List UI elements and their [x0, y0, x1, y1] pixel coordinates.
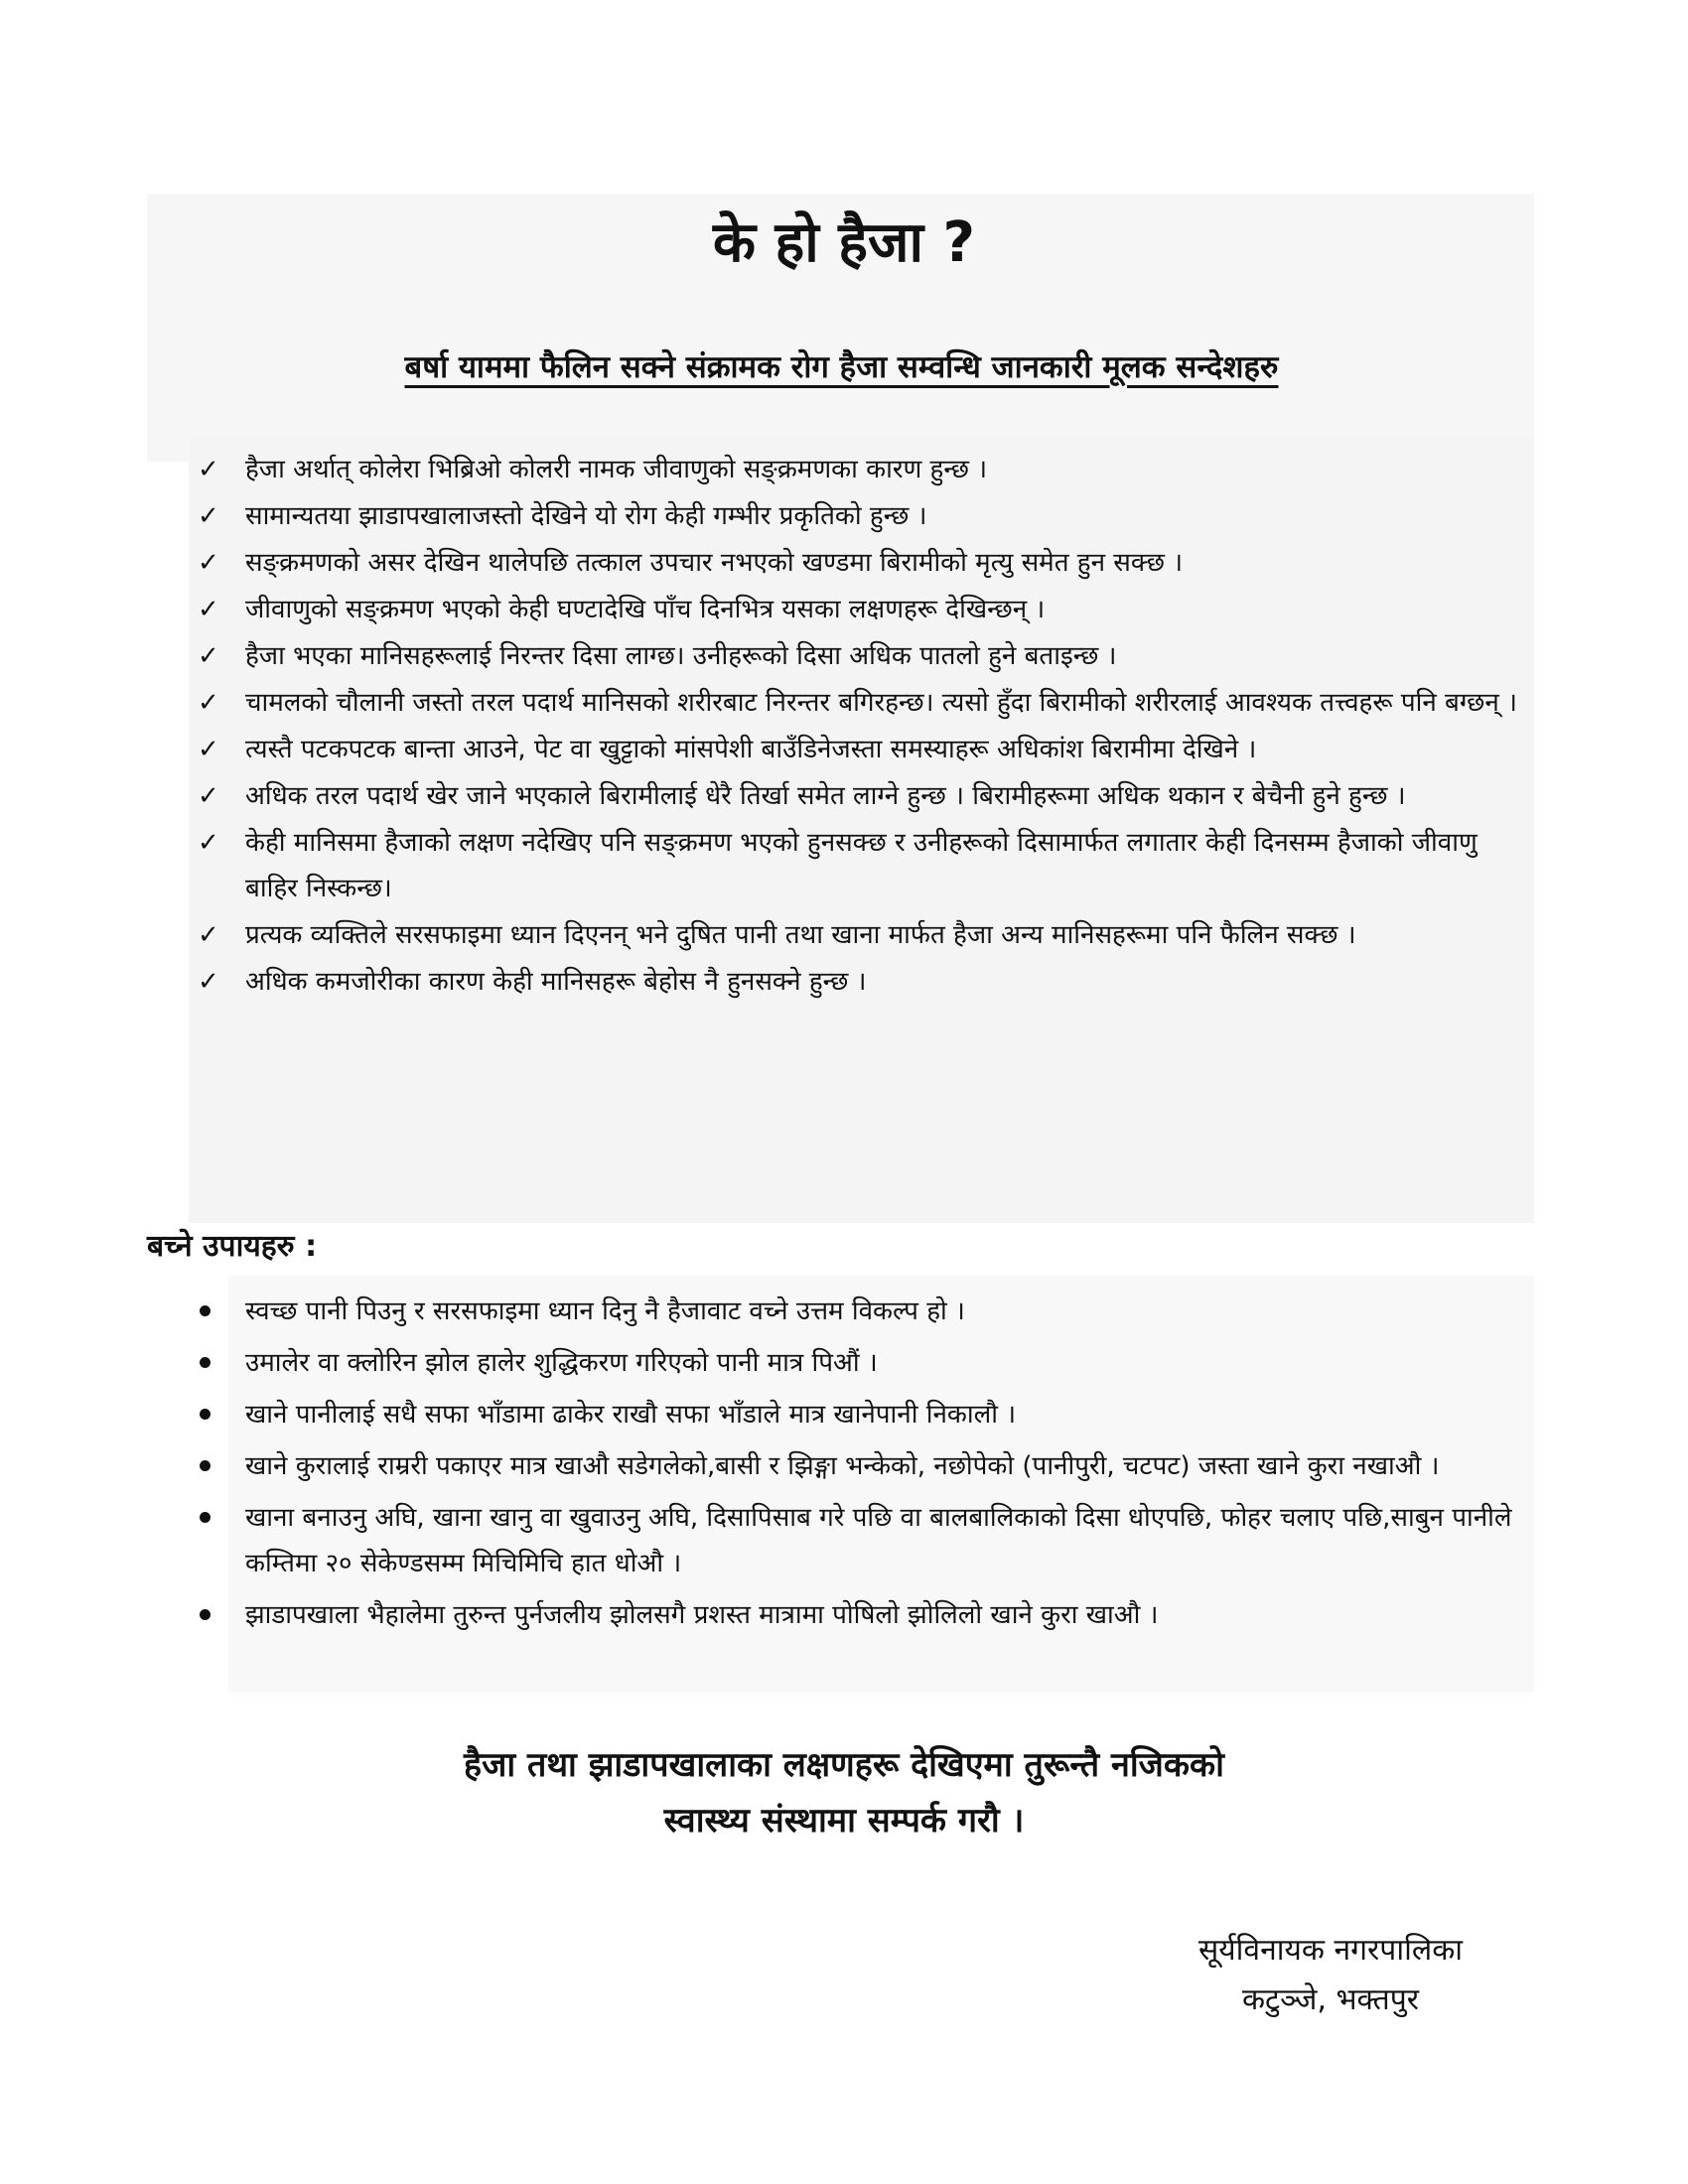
prevention-item [194, 1495, 1534, 1586]
fact-item [194, 447, 1534, 492]
signature-block [1112, 1926, 1549, 2025]
fact-text: सामान्यतया झाडापखालाजस्तो देखिने यो रोग केही गम्भीर प्रकृतिको हुन्छ । [245, 501, 927, 531]
bullet-icon [200, 1460, 211, 1471]
prevention-item [194, 1443, 1534, 1489]
bullet-icon [200, 1609, 211, 1620]
prevention-item [194, 1592, 1534, 1638]
prevention-list [194, 1289, 1534, 1644]
check-icon: ✓ [198, 920, 219, 950]
fact-text: अधिक तरल पदार्थ खेर जाने भएकाले बिरामीलाई धेरै तिर्खा समेत लाग्ने हुन्छ । बिरामीहरूमा अधिक थकान र बेचैनी हुने हुन्छ । [245, 781, 1406, 811]
fact-text: अधिक कमजोरीका कारण केही मानिसहरू बेहोस नै हुनसक्ने हुन्छ । [245, 967, 867, 997]
prevention-text: खाना बनाउनु अघि, खाना खानु वा खुवाउनु अघि, दिसापिसाब गरे पछि वा बालबालिकाको दिसा धोएपछि, फोहर चलाए पछि,साबुन पानीले कम्तिमा २० सेकेण्डसम्म मिचिमिचि हात धोऔ । [245, 1503, 1512, 1578]
fact-text: सङ्क्रमणको असर देखिन थालेपछि तत्काल उपचार नभएको खण्डमा बिरामीको मृत्यु समेत हुन सक्छ । [245, 548, 1184, 578]
prevention-item [194, 1392, 1534, 1437]
check-icon: ✓ [198, 967, 219, 997]
fact-text: त्यस्तै पटकपटक बान्ता आउने, पेट वा खुट्टाको मांसपेशी बाउँडिनेजस्ता समस्याहरू अधिकांश बिरामीमा देखिने । [245, 735, 1257, 764]
page-title: के हो हैजा ? [712, 210, 975, 275]
facts-list [194, 447, 1534, 1006]
check-icon: ✓ [198, 641, 219, 671]
check-icon: ✓ [198, 781, 219, 811]
fact-item [194, 633, 1534, 679]
check-icon: ✓ [198, 548, 219, 578]
fact-item [194, 773, 1534, 819]
fact-item [194, 493, 1534, 539]
closing-line-1: हैजा तथा झाडापखालाका लक्षणहरू देखिएमा तुरून्तै नजिकको [464, 1745, 1224, 1785]
signature-location: कटुञ्जे, भक्तपुर [1241, 1982, 1420, 2017]
bullet-icon [200, 1409, 211, 1420]
fact-item [194, 820, 1534, 911]
prevention-text: खाने पानीलाई सधै सफा भाँडामा ढाकेर राखौ सफा भाँडाले मात्र खानेपानी निकालौ । [245, 1400, 1017, 1430]
prevention-text: झाडापखाला भैहालेमा तुरुन्त पुर्नजलीय झोलसगै प्रशस्त मात्रामा पोषिलो झोलिलो खाने कुरा खाऔ । [245, 1600, 1159, 1630]
bullet-icon [200, 1357, 211, 1368]
check-icon: ✓ [198, 735, 219, 764]
check-icon: ✓ [198, 501, 219, 531]
bullet-icon [200, 1512, 211, 1523]
closing-line-2: स्वास्थ्य संस्थामा सम्पर्क गरौ । [663, 1801, 1025, 1841]
fact-item [194, 680, 1534, 726]
fact-text: चामलको चौलानी जस्तो तरल पदार्थ मानिसको शरीरबाट निरन्तर बगिरहन्छ। त्यसो हुँदा बिरामीको शरीरलाई आवश्यक तत्त्वहरू पनि बग्छन् । [245, 688, 1517, 718]
fact-item [194, 540, 1534, 586]
fact-item [194, 727, 1534, 772]
check-icon: ✓ [198, 595, 219, 624]
fact-item [194, 959, 1534, 1005]
prevention-text: स्वच्छ पानी पिउनु र सरसफाइमा ध्यान दिनु नै हैजावाट वच्ने उत्तम विकल्प हो । [245, 1297, 965, 1326]
fact-item [194, 587, 1534, 632]
fact-text: हैजा भएका मानिसहरूलाई निरन्तर दिसा लाग्छ। उनीहरूको दिसा अधिक पातलो हुने बताइन्छ । [245, 641, 1117, 671]
prevention-item [194, 1340, 1534, 1386]
fact-text: जीवाणुको सङ्क्रमण भएको केही घण्टादेखि पाँच दिनभित्र यसका लक्षणहरू देखिन्छन् । [245, 595, 1046, 624]
fact-text: प्रत्यक व्यक्तिले सरसफाइमा ध्यान दिएनन् भने दुषित पानी तथा खाना मार्फत हैजा अन्य मानिसहरूमा पनि फैलिन सक्छ । [245, 920, 1356, 950]
closing-message [0, 1737, 1688, 1848]
prevention-item [194, 1289, 1534, 1334]
signature-org: सूर्यविनायक नगरपालिका [1197, 1933, 1464, 1968]
fact-text: हैजा अर्थात् कोलेरा भिब्रिओ कोलरी नामक जीवाणुको सङ्क्रमणका कारण हुन्छ । [245, 455, 988, 484]
check-icon: ✓ [198, 455, 219, 484]
fact-item [194, 912, 1534, 958]
fact-text: केही मानिसमा हैजाको लक्षण नदेखिए पनि सङ्क्रमण भएको हुनसक्छ र उनीहरूको दिसामार्फत लगातार केही दिनसम्म हैजाको जीवाणु बाहिर निस्कन्छ। [245, 828, 1477, 903]
check-icon: ✓ [198, 688, 219, 718]
bullet-icon [200, 1305, 211, 1316]
page-subtitle: बर्षा याममा फैलिन सक्ने संक्रामक रोग हैजा सम्वन्धि जानकारी मूलक सन्देशहरु [404, 349, 1279, 385]
check-icon: ✓ [198, 828, 219, 858]
prevention-text: उमालेर वा क्लोरिन झोल हालेर शुद्धिकरण गरिएको पानी मात्र पिऔं । [245, 1348, 878, 1378]
prevention-text: खाने कुरालाई राम्ररी पकाएर मात्र खाऔ सडेगलेको,बासी र झिङ्गा भन्केको, नछोपेको (पानीपुरी, चटपट) जस्ता खाने कुरा नखाऔ । [245, 1451, 1440, 1481]
prevention-heading: बच्ने उपायहरु : [147, 1229, 318, 1264]
